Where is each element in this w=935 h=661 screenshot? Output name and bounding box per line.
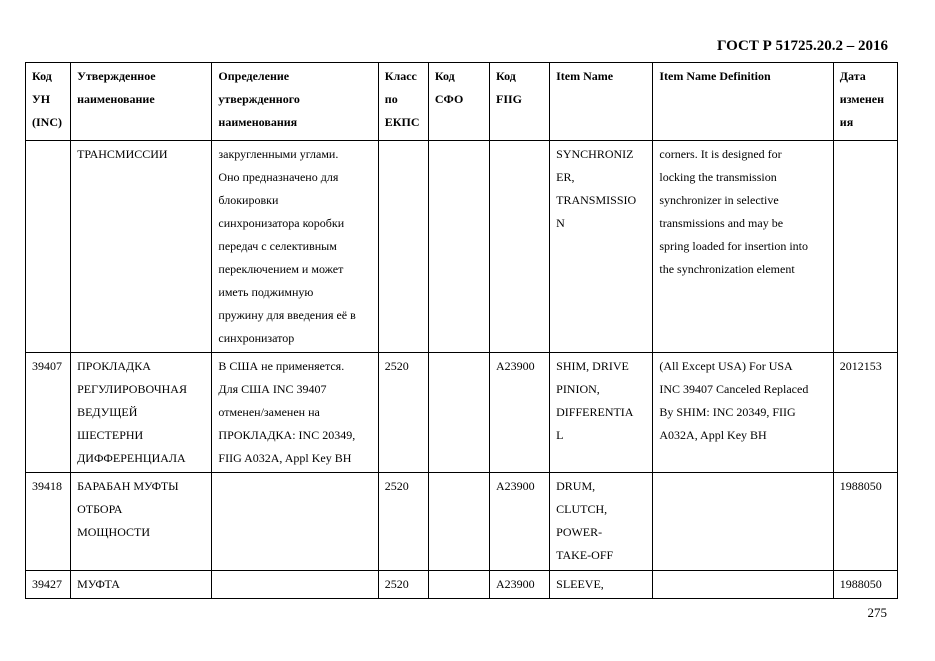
cell-inc-code xyxy=(26,141,71,353)
cell-approved-name: БАРАБАН МУФТЫ ОТБОРА МОЩНОСТИ xyxy=(71,473,212,571)
cell-change-date: 1988050 xyxy=(833,473,897,571)
cell-approved-name: ТРАНСМИССИИ xyxy=(71,141,212,353)
cell-fiig-code: A23900 xyxy=(490,473,550,571)
cell-fiig-code: A23900 xyxy=(490,353,550,473)
header-sfo-code: Код СФО xyxy=(428,63,489,141)
header-ekps-class: Класс по ЕКПС xyxy=(378,63,428,141)
cell-item-name-definition xyxy=(653,473,833,571)
cell-sfo-code xyxy=(428,571,489,599)
cell-name-definition-ru: закругленными углами. Оно предназначено для блокировки синхронизатора коробки передач с селективным переключением и может иметь поджимную пружину для введения её в синхронизатор xyxy=(212,141,378,353)
table-row xyxy=(26,473,898,571)
table-row xyxy=(26,141,898,353)
cell-name-definition-ru xyxy=(212,571,378,599)
page-number: 275 xyxy=(867,605,887,620)
header-item-name: Item Name xyxy=(550,63,653,141)
cell-name-definition-ru xyxy=(212,473,378,571)
cell-item-name: SLEEVE, xyxy=(550,571,653,599)
cell-item-name-definition: (All Except USA) For USA INC 39407 Canceled Replaced By SHIM: INC 20349, FIIG A032A, Appl Key BH xyxy=(653,353,833,473)
cell-inc-code: 39407 xyxy=(26,353,71,473)
header-name-definition-ru: Определение утвержденного наименования xyxy=(212,63,378,141)
cell-change-date: 2012153 xyxy=(833,353,897,473)
cell-fiig-code: A23900 xyxy=(490,571,550,599)
header-fiig-code: Код FIIG xyxy=(490,63,550,141)
cell-ekps-class: 2520 xyxy=(378,571,428,599)
cell-item-name: SYNCHRONIZ ER, TRANSMISSIO N xyxy=(550,141,653,353)
cell-sfo-code xyxy=(428,473,489,571)
item-name-table xyxy=(25,62,898,599)
table-row xyxy=(26,571,898,599)
cell-sfo-code xyxy=(428,353,489,473)
cell-item-name-definition xyxy=(653,571,833,599)
cell-ekps-class: 2520 xyxy=(378,353,428,473)
cell-item-name-definition: corners. It is designed for locking the transmission synchronizer in selective transmissions and may be spring loaded for insertion into the synchronization element xyxy=(653,141,833,353)
cell-ekps-class xyxy=(378,141,428,353)
cell-inc-code: 39418 xyxy=(26,473,71,571)
header-item-name-definition: Item Name Definition xyxy=(653,63,833,141)
cell-fiig-code xyxy=(490,141,550,353)
cell-inc-code: 39427 xyxy=(26,571,71,599)
table-row xyxy=(26,353,898,473)
cell-approved-name: ПРОКЛАДКА РЕГУЛИРОВОЧНАЯ ВЕДУЩЕЙ ШЕСТЕРНИ ДИФФЕРЕНЦИАЛА xyxy=(71,353,212,473)
cell-sfo-code xyxy=(428,141,489,353)
header-approved-name: Утвержденное наименование xyxy=(71,63,212,141)
cell-ekps-class: 2520 xyxy=(378,473,428,571)
header-inc-code: Код УН (INC) xyxy=(26,63,71,141)
document-header: ГОСТ Р 51725.20.2 – 2016 xyxy=(716,38,888,54)
cell-change-date: 1988050 xyxy=(833,571,897,599)
cell-item-name: DRUM, CLUTCH, POWER- TAKE-OFF xyxy=(550,473,653,571)
header-change-date: Дата изменен ия xyxy=(833,63,897,141)
table-header-row xyxy=(26,63,898,141)
cell-name-definition-ru: В США не применяется. Для США INC 39407 отменен/заменен на ПРОКЛАДКА: INC 20349, FIIG A032A, Appl Key BH xyxy=(212,353,378,473)
cell-item-name: SHIM, DRIVE PINION, DIFFERENTIA L xyxy=(550,353,653,473)
cell-approved-name: МУФТА xyxy=(71,571,212,599)
cell-change-date xyxy=(833,141,897,353)
